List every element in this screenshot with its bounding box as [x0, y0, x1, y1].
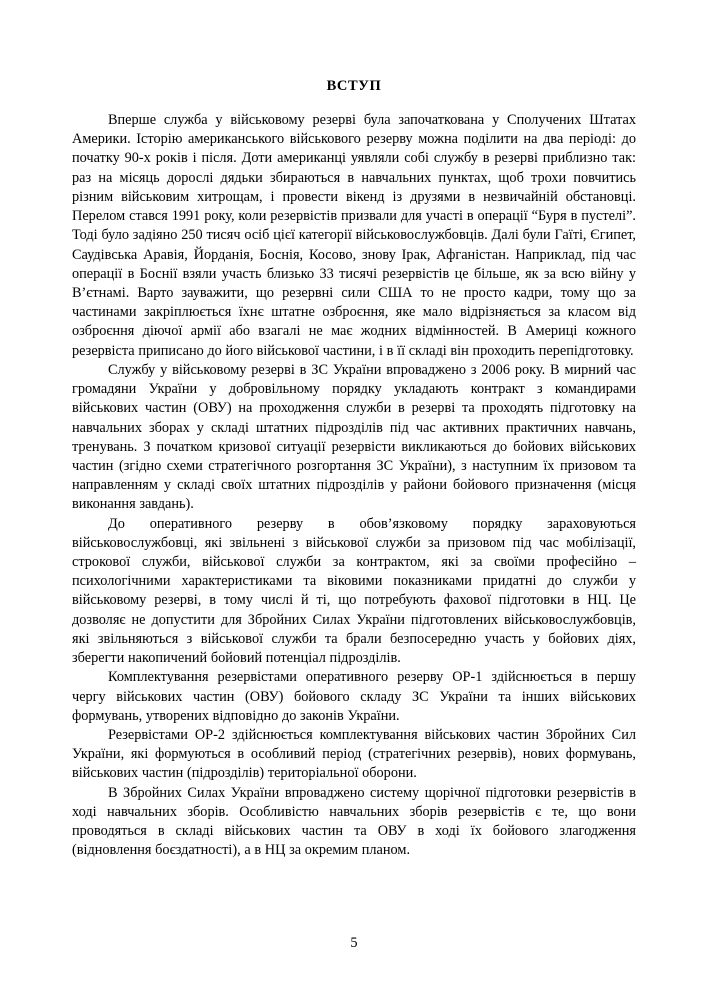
- paragraph: Резервістами ОР-2 здійснюється комплектування військових частин Збройних Сил України, які формуються в особливий період (стратегічних резервів), нових формувань, військових частин (підрозділів) територіальної оборони.: [72, 727, 636, 782]
- page-number: 5: [350, 935, 358, 951]
- paragraph: До оперативного резерву в обов’язковому порядку зараховуються військовослужбовці, які звільнені з військової служби за призовом під час мобілізації, строкової служби, військової служби за контрактом, які за своїми професійно – психологічними характеристиками та віковими показниками придатні до служби у військовому резерві, в тому числі й ті, що потребують фахової підготовки в НЦ. Це дозволяє не допустити для Збройних Силах України підготовлених військовослужбовців, які звільняються з військової служби та брали безпосередню участь у бойових діях, зберегти накопичений бойовий потенціал підрозділів.: [72, 515, 636, 667]
- paragraph: В Збройних Силах України впроваджено систему щорічної підготовки резервістів в ході навчальних зборів. Особливістю навчальних зборів резервістів є те, що вони проводяться в складі військових частин та ОВУ в ході їх бойового злагодження (відновлення боєздатності), а в НЦ за окремим планом.: [72, 784, 636, 859]
- paragraph: Комплектування резервістами оперативного резерву ОР-1 здійснюється в першу чергу військових частин (ОВУ) бойового складу ЗС України та інших військових формувань, утворених відповідно до законів України.: [72, 669, 636, 724]
- document-body: [72, 111, 636, 861]
- paragraph: Вперше служба у військовому резерві була започаткована у Сполучених Штатах Америки. Історію американського військового резерву можна поділити на два періоді: до початку 90-х років і після. Доти американці уявляли собі службу в резерві приблизно так: раз на місяць дорослі дядьки збираються в навчальних пунктах, щоб трохи повчитись різним військовим хитрощам, і провести вікенд із друзями в незвичайній обстановці. Перелом стався 1991 року, коли резервістів призвали для участі в операції “Буря в пустелі”. Тоді було задіяно 250 тисяч осіб цієї категорії військовослужбовців. Далі були Гаїті, Єгипет, Саудівська Аравія, Йорданія, Боснія, Косово, знову Ірак, Афганістан. Наприклад, під час операції в Боснії взяли участь близько 33 тисячі резервістів це більше, як за всю війну у В’єтнамі. Варто зауважити, що резервні сили США то не просто кадри, тому що за частинами закріплюється їхнє штатне озброєння, яке мало відрізняється за класом від озброєння діючої армії або взагалі не має жодних відмінностей. В Америці кожного резервіста приписано до його військової частини, і в її складі він проходить перепідготовку.: [72, 112, 636, 359]
- page-title: ВСТУП: [326, 78, 382, 94]
- paragraph: Службу у військовому резерві в ЗС України впроваджено з 2006 року. В мирний час громадяни України у добровільному порядку укладають контракт з командирами військових частин (ОВУ) на проходження служби в резерві та проходять підготовку на навчальних зборах у складі штатних підрозділів під час активних практичних навчань, тренувань. З початком кризової ситуації резервісти викликаються до бойових військових частин (згідно схеми стратегічного розгортання ЗС України), з наступним їх призовом та направленням у складі своїх штатних підрозділів у райони бойового призначення (місця виконання завдань).: [72, 361, 636, 513]
